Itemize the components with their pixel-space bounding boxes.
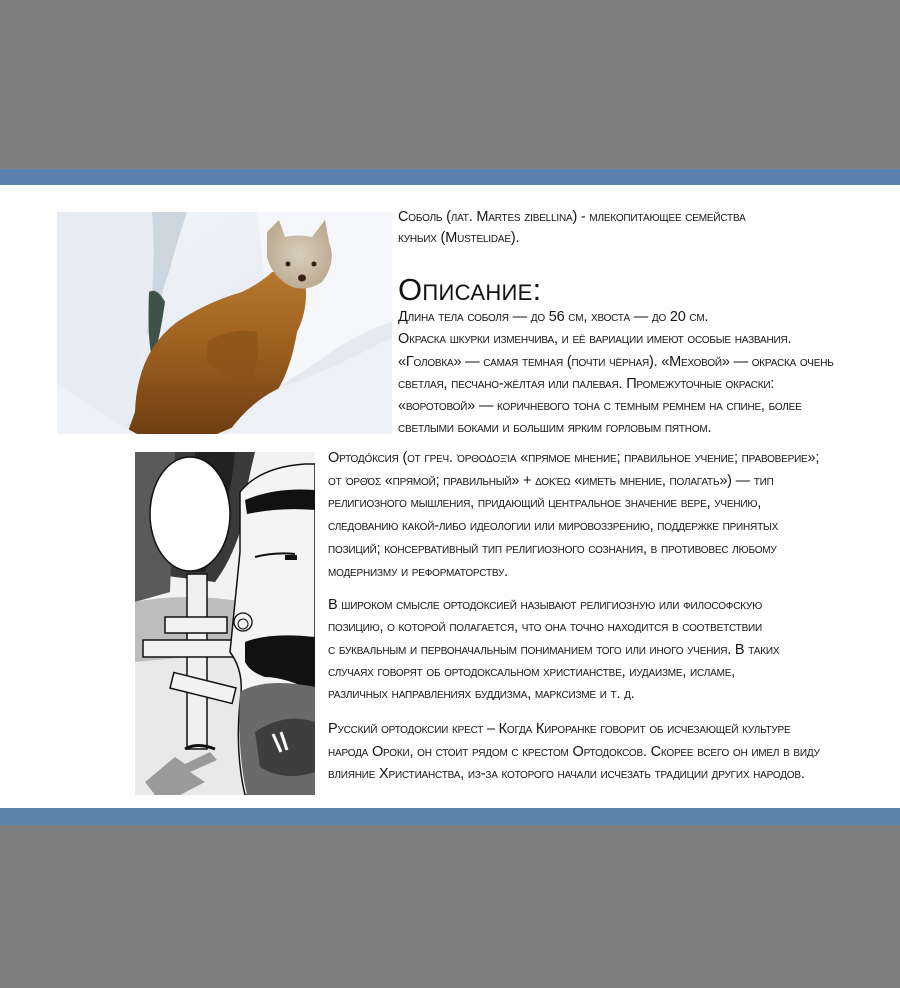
paragraph-line: Русский ортодоксии крест – Когда Кироранке говорит об исчезающей культуре	[328, 721, 791, 737]
sable-photo	[57, 212, 392, 434]
description-line: Окраска шкурки изменчива, и её вариации имеют особые названия.	[398, 331, 792, 348]
paragraph-line: позиций; консервативный тип религиозного сознания, в противовес любому	[328, 540, 777, 557]
orthodoxy-paragraph-2	[328, 594, 880, 705]
paragraph-line: с буквальным и первоначальным пониманием того или иного учения. В таких	[328, 641, 780, 658]
bottom-blue-band	[0, 808, 900, 825]
intro-line: Соболь (лат. Martes zibellina) - млекопитающее семейства	[398, 209, 746, 225]
description-line: «Головка» — самая темная (почти чёрная). «Меховой» — окраска очень	[398, 353, 834, 370]
paragraph-line: религиозного мышления, придающий центральное значение вере, учению,	[328, 495, 762, 512]
paragraph-line: народа Ороки, он стоит рядом с крестом Ортодоксов. Скорее всего он имел в виду	[328, 743, 820, 760]
description-line: светлая, песчано-жёлтая или палевая. Промежуточные окраски:	[398, 375, 775, 392]
orthodoxy-paragraph-3	[328, 718, 880, 786]
manga-panel	[135, 452, 315, 795]
description-line: Длина тела соболя — до 56 см, хвоста — до 20 см.	[398, 309, 709, 325]
paragraph-line: позицию, о которой полагается, что она точно находится в соответствии	[328, 619, 763, 636]
paragraph-line: от ὀρθός «прямой; правильный» + δοκέω «иметь мнение, полагать») — тип	[328, 472, 774, 489]
paragraph-line: различных направлениях буддизма, марксизме и т. д.	[328, 686, 635, 703]
description-heading: Описание:	[398, 272, 542, 307]
description-line: «воротовой» — коричневого тона с темным ремнем на спине, более	[398, 398, 802, 415]
paragraph-line: влияние Христианства, из-за которого начали исчезать традиции других народов.	[328, 766, 805, 783]
paragraph-line: В широком смысле ортодоксией называют религиозную или философскую	[328, 597, 763, 613]
description-text	[398, 306, 878, 440]
paragraph-line: случаях говорят об ортодоксальном христианстве, иудаизме, исламе,	[328, 663, 735, 680]
top-blue-band	[0, 169, 900, 185]
paragraph-line: Ортодо́ксия (от греч. ὀρθοδοξία «прямое мнение; правильное учение; правоверие»;	[328, 450, 820, 466]
description-line: светлыми боками и большим ярким горловым пятном.	[398, 420, 712, 437]
intro-line: куньих (Mustelidae).	[398, 230, 520, 246]
intro-text	[398, 207, 798, 249]
paragraph-line: модернизму и реформаторству.	[328, 563, 508, 580]
paragraph-line: следованию какой-либо идеологии или мировоззрению, поддержке принятых	[328, 518, 779, 535]
orthodoxy-paragraph-1	[328, 447, 880, 583]
